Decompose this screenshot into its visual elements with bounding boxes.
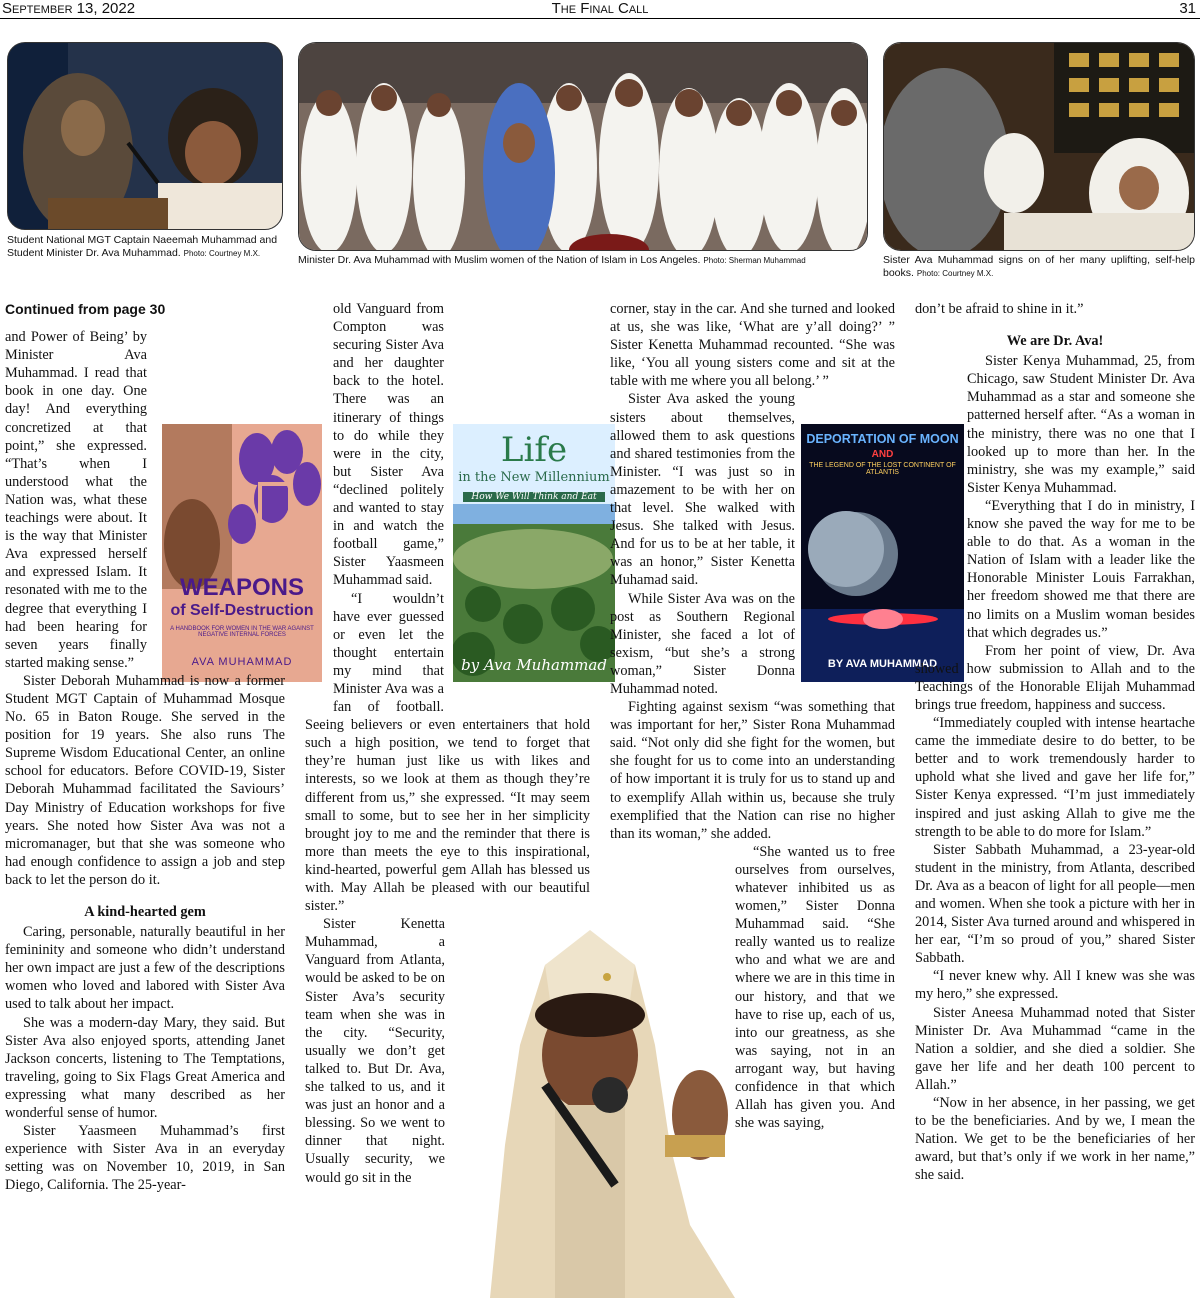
float-spacer-book1b bbox=[305, 410, 327, 700]
paragraph: “Immediately coupled with intense heartache came the immediate desire to do better, to be better and to work tremendously harder to uphold what she lived and gave her life for,” Sister Kenya expressed. “I’m just immediately inspired and just asking Allah to give me the strength to be able to do more for Islam.” bbox=[915, 715, 1195, 840]
float-spacer-book3 bbox=[795, 390, 895, 670]
float-spacer-book1 bbox=[153, 398, 285, 668]
photo-group-image bbox=[299, 43, 867, 250]
paragraph: Sister Aneesa Muhammad noted that Sister Minister Dr. Ava Muhammad “came in the Nation a soldier, and she died a soldier. She gave her life and her death 100 percent to Allah.” bbox=[915, 1004, 1195, 1093]
paragraph: Caring, personable, naturally beautiful in her femininity and someone who didn’t understand her own impact are just a few of the descriptions women who loved and labored with Sister Ava used to talk about her impact. bbox=[5, 924, 285, 1013]
caption-text: Student National MGT Captain Naeemah Muhammad and Student Minister Dr. Ava Muhammad. bbox=[7, 234, 278, 259]
float-spacer-book3b bbox=[915, 388, 967, 658]
paragraph: Sister Yaasmeen Muhammad’s first experience with Sister Ava in an everyday setting was on November 10, 2019, in San Diego, California. The 25-year- bbox=[5, 1123, 285, 1194]
page-number: 31 bbox=[1179, 0, 1196, 17]
newspaper-name: The Final Call bbox=[551, 0, 649, 17]
subhead-we-are-dr-ava: We are Dr. Ava! bbox=[1006, 333, 1104, 350]
paragraph: Sister Ava asked the young sisters about themselves, allowed them to ask questions and shared testimonies from the Minister. “I was just so in amazement to be with her on that level. She walked with Jesus. She talked with Jesus. And for us to be at her table, it was an honor,” Sister Kenetta Muhamad said. bbox=[610, 391, 795, 589]
paragraph: Sister Deborah Muhammad is now a former Student MGT Captain of Muhammad Mosque No. 65 in Baton Rouge. She served in the position for 19 years. She also runs The Supreme Wisdom Educational Center, an online school for educators. Before COVID-19, Sister Deborah Muhammad facilitated the Saviours’ Day Ministry of Education workshops for five years. She noted how Sister Ava was not a micromanager, but that she was someone who had enough confidence to assign a job and step back to let the person do it. bbox=[5, 672, 285, 888]
book1-tagline: A HANDBOOK FOR WOMEN IN THE WAR AGAINST NEGATIVE INTERNAL FORCES bbox=[170, 626, 314, 638]
book3-author: BY AVA MUHAMMAD bbox=[827, 658, 938, 670]
book1-title: WEAPONS bbox=[179, 574, 304, 601]
paragraph: “I wouldn’t have ever guessed or even let the thought entertain my mind that Minister Ava was a fan of football. Seeing believers or even entertainers that hold such a high position, we tend to forget that they’re human just like us with likes and interests, so we look at them as though they’re different from us,” she expressed. “It may seem small to some, but to see her in her simplicity brought joy to me and the reminder that there is more than meets the eye to this inspirational, kind-hearted, powerful gem Allah has blessed us with. May Allah be pleased with our beautiful sister.” bbox=[305, 590, 590, 915]
paragraph: While Sister Ava was on the post as Southern Regional Minister, she faced a lot of sexism, “but she’s a strong woman,” Sister Donna Muhammad noted. bbox=[610, 590, 795, 697]
article-column-2 bbox=[305, 300, 590, 1275]
caption-photo-2 bbox=[298, 254, 878, 267]
paragraph: corner, stay in the car. And she turned and looked at us, she was like, ‘What are y’all doing?’ ” Sister Kenetta Muhammad recounted. “She was like, ‘You all young sisters come and sit at the table with me where you all belong.’ ” bbox=[610, 301, 895, 390]
book3-title: DEPORTATION OF MOON bbox=[806, 432, 959, 446]
paragraph: Sister Kenetta Muhammad, a Vanguard from Atlanta, would be asked to be on Sister Ava’s security team when she was in the city. “Security, usually we don’t get talked to. But Dr. Ava, she talked to us, and it was just an honor and a blessing. So we went to dinner that night. Usually security, we would go sit in the bbox=[305, 916, 445, 1186]
article-column-1 bbox=[5, 300, 285, 1195]
caption-text: Sister Ava Muhammad signs on of her many uplifting, self-help books. bbox=[883, 254, 1195, 279]
caption-text: Minister Dr. Ava Muhammad with Muslim women of the Nation of Islam in Los Angeles. bbox=[298, 254, 701, 266]
photo-group bbox=[298, 42, 868, 251]
book1-subtitle: of Self-Destruction bbox=[170, 602, 314, 619]
paragraph: Fighting against sexism “was something that was important for her,” Sister Rona Muhammad said. “Not only did she fight for the women, but she fought for us to come into an understanding of how important it is truly for us to stand up and to exemplify Allah within us, because she truly exemplified that the Nation can rise no higher than its woman,” she added. bbox=[610, 699, 895, 842]
subhead-kind-hearted: A kind-hearted gem bbox=[84, 904, 206, 920]
caption-photo-3 bbox=[883, 254, 1195, 280]
paragraph: and Power of Being’ by Minister Ava Muhammad. I read that book in one day. One day! And everything concretized at that point,” she expressed. “That’s when I understood what the Nation was, what these teachings were about. It is the way that Minister Ava expressed herself and expressed Islam. It resonated with me to the degree that everything I had been hearing for seven years finally started making sense.” bbox=[5, 329, 147, 671]
photo-credit: Photo: Sherman Muhammad bbox=[703, 256, 806, 265]
paragraph: From her point of view, Dr. Ava showed how submission to Allah and to the Teachings of the Honorable Elijah Muhammad brings true freedom, happiness and success. bbox=[915, 642, 1195, 713]
issue-date: September 13, 2022 bbox=[2, 0, 136, 17]
paragraph: “I never knew why. All I knew was she was my hero,” she expressed. bbox=[915, 968, 1195, 1003]
paragraph: “She wanted us to free ourselves from ourselves, whatever inhibited us as women,” Sister Donna Muhammad said. “She really wanted us to realize who and what we are and where we are in this time in our history, and that we have to rise up, each of us, into our greatness, as she was saying, not in an arrogant way, but having confidence in that which Allah has given you. And she was saying, bbox=[735, 843, 895, 1132]
photo-podium-image bbox=[8, 43, 282, 229]
photo-credit: Photo: Courtney M.X. bbox=[183, 249, 261, 258]
page-header bbox=[0, 0, 1200, 19]
float-spacer-portrait bbox=[445, 915, 590, 1275]
continued-from: Continued from page 30 bbox=[5, 301, 166, 317]
book2-author: by Ava Muhammad bbox=[461, 656, 607, 674]
book1-author: AVA MUHAMMAD bbox=[191, 656, 293, 668]
paragraph: She was a modern-day Mary, they said. But Sister Ava also enjoyed sports, attending Janet Jackson concerts, listening to The Temptations, traveling, going to Six Flags Great America and expressing what many described as her wonderful sense of humor. bbox=[5, 1014, 285, 1122]
paragraph: don’t be afraid to shine in it.” bbox=[915, 301, 1084, 317]
paragraph: Sister Sabbath Muhammad, a 23-year-old student in the ministry, from Atlanta, described Dr. Ava as a beacon of light for all people—men and women. When she took a picture with her in 2014, Sister Ava turned around and whispered in her ear, “I’m so proud of you,” shared Sister Sabbath. bbox=[915, 841, 1195, 967]
paragraph: “Everything that I do in ministry, I know she paved the way for me to be able to do that. As a woman in the Nation of Islam with a leader like the Honorable Minister Louis Farrakhan, her freedom showed me that there are no limits on a Muslim woman besides that which degrades us.” bbox=[967, 497, 1195, 641]
book3-subtitle: THE LEGEND OF THE LOST CONTINENT OF ATLANTIS bbox=[809, 462, 956, 476]
book2-tagline: How We Will Think and Eat bbox=[463, 492, 605, 502]
paragraph: old Vanguard from Compton was securing Sister Ava and her daughter back to the hotel. There was an itinerary of things to do while they were in the city, but Sister Ava “declined politely and wanted to stay in and watch the football game,” Sister Yaasmeen Muhammad said. bbox=[333, 301, 444, 589]
caption-photo-1 bbox=[7, 234, 287, 260]
paragraph: Sister Kenya Muhammad, 25, from Chicago, saw Student Minister Dr. Ava Muhammad as a star and someone she patterned herself after. “As a woman in the ministry, there was no one that I looked up to more than her. In the ministry, she was my example,” said Sister Kenya Muhammad. bbox=[967, 353, 1195, 496]
article-column-3 bbox=[610, 300, 895, 1183]
float-spacer-book2 bbox=[450, 410, 590, 700]
photo-book-signing-image bbox=[884, 43, 1194, 250]
book3-and: AND bbox=[871, 449, 894, 460]
paragraph: “Now in her absence, in her passing, we get to be the beneficiaries. And by we, I mean the Nation. We get to be the beneficiaries of her award, but that’s only if we work in her name,” she said. bbox=[915, 1095, 1195, 1184]
book2-subtitle: in the New Millennium bbox=[458, 470, 610, 485]
float-spacer-portrait-b bbox=[610, 843, 735, 1183]
photo-credit: Photo: Courtney M.X. bbox=[916, 269, 994, 278]
article-column-4 bbox=[915, 300, 1195, 1185]
photo-book-signing bbox=[883, 42, 1195, 251]
photo-podium bbox=[7, 42, 283, 230]
book2-title: Life bbox=[500, 430, 568, 470]
